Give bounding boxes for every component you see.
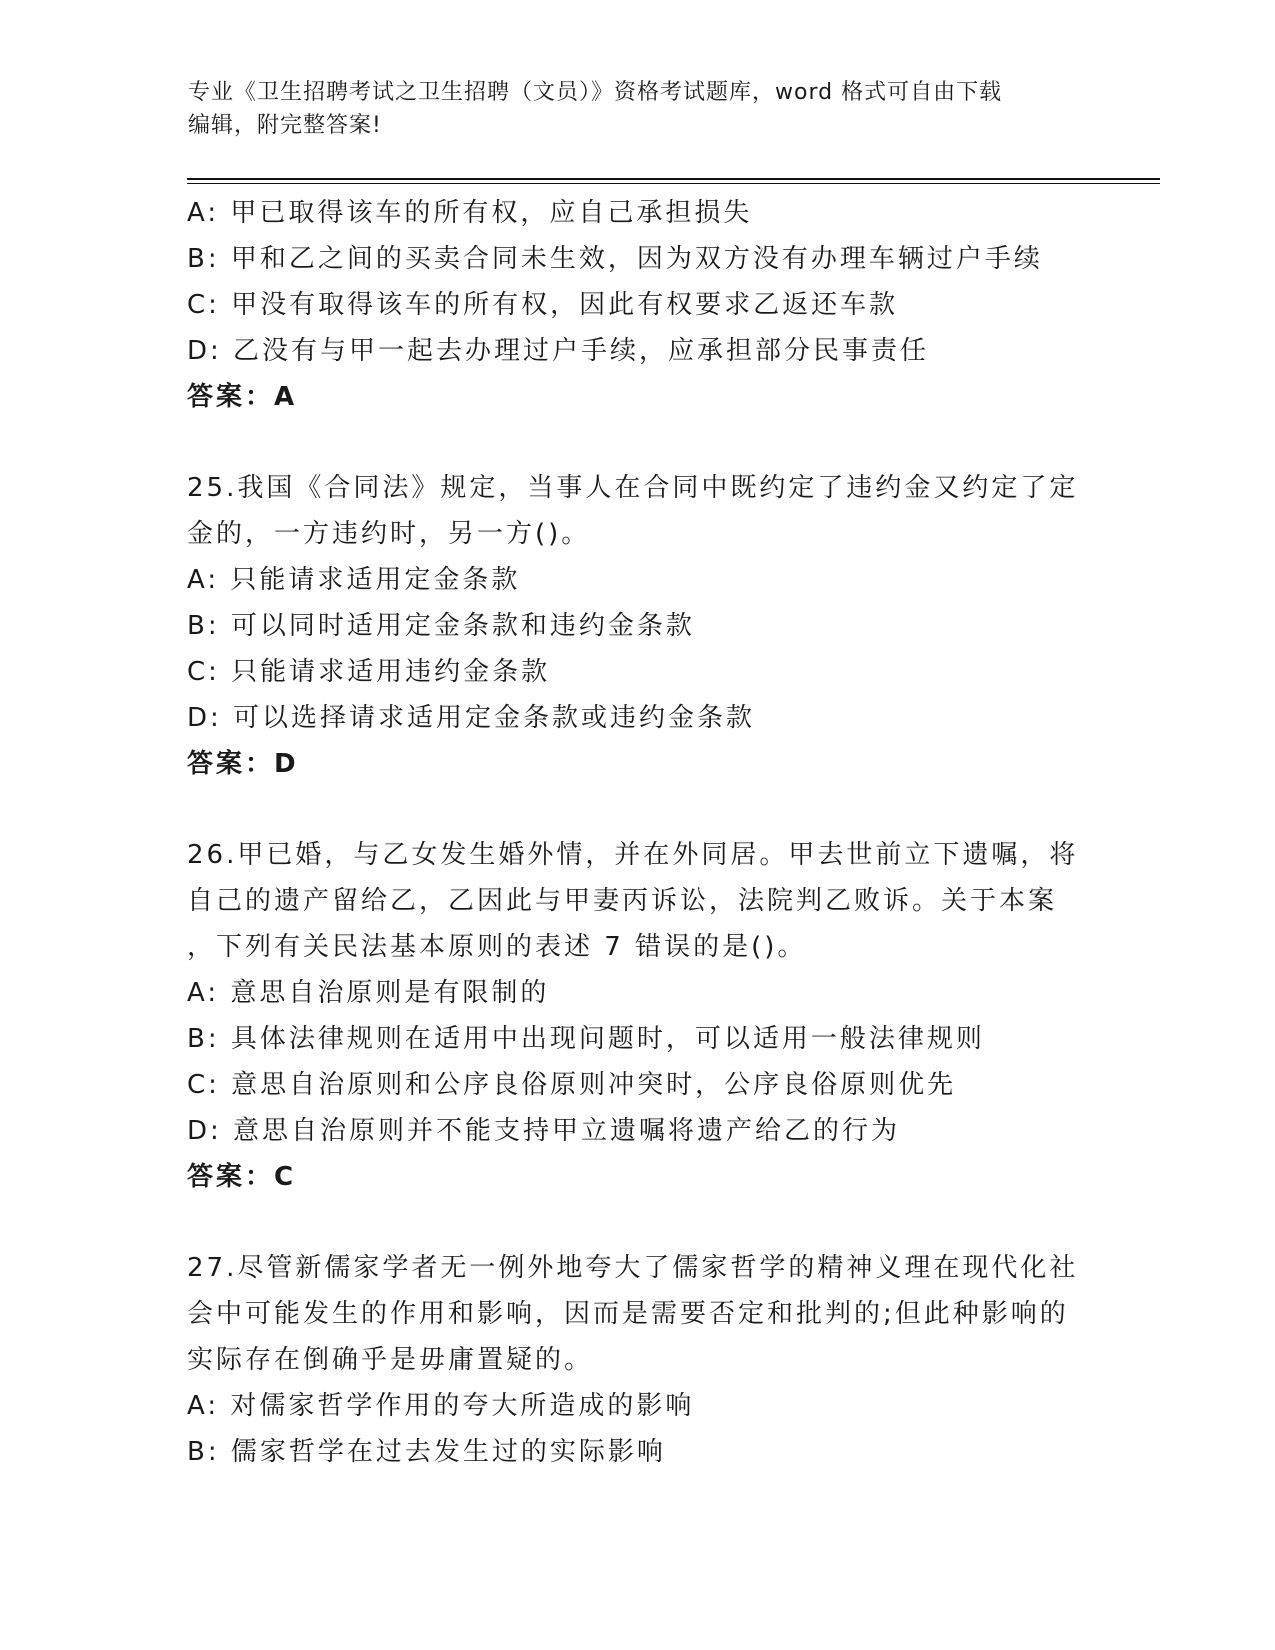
question-stem-line-3: 实际存在倒确乎是毋庸置疑的。 <box>187 1345 594 1375</box>
question-stem-line-3: ，下列有关民法基本原则的表述 7 错误的是()。 <box>187 932 807 962</box>
question-25 <box>187 465 1087 787</box>
question-stem-line-2: 自己的遗产留给乙，乙因此与甲妻丙诉讼，法院判乙败诉。关于本案 <box>187 886 1058 916</box>
option-d: D: 乙没有与甲一起去办理过户手续，应承担部分民事责任 <box>187 336 930 366</box>
question-24 <box>187 190 1087 420</box>
header-title-line-2: 编辑，附完整答案! <box>188 113 382 138</box>
answer: 答案：D <box>187 749 299 779</box>
question-stem-line-1: 26.甲已婚，与乙女发生婚外情，并在外同居。甲去世前立下遗嘱，将 <box>187 840 1079 870</box>
question-stem-line-2: 会中可能发生的作用和影响，因而是需要否定和批判的;但此种影响的 <box>187 1299 1069 1329</box>
page-header <box>188 76 1088 142</box>
question-stem-line-1: 25.我国《合同法》规定，当事人在合同中既约定了违约金又约定了定 <box>187 473 1079 503</box>
question-stem-line-2: 金的，一方违约时，另一方()。 <box>187 519 591 549</box>
question-stem-line-1: 27.尽管新儒家学者无一例外地夸大了儒家哲学的精神义理在现代化社 <box>187 1253 1079 1283</box>
question-27 <box>187 1245 1087 1475</box>
answer: 答案：A <box>187 382 298 412</box>
option-a: A: 只能请求适用定金条款 <box>187 565 521 595</box>
answer: 答案：C <box>187 1162 297 1192</box>
option-d: D: 意思自治原则并不能支持甲立遗嘱将遗产给乙的行为 <box>187 1116 901 1146</box>
header-title-line-1: 专业《卫生招聘考试之卫生招聘（文员）》资格考试题库，word 格式可自由下载 <box>188 80 1003 105</box>
question-list <box>187 190 1087 1475</box>
option-b: B: 具体法律规则在适用中出现问题时，可以适用一般法律规则 <box>187 1024 985 1054</box>
option-c: C: 意思自治原则和公序良俗原则冲突时，公序良俗原则优先 <box>187 1070 957 1100</box>
option-a: A: 意思自治原则是有限制的 <box>187 978 550 1008</box>
option-b: B: 甲和乙之间的买卖合同未生效，因为双方没有办理车辆过户手续 <box>187 244 1043 274</box>
option-d: D: 可以选择请求适用定金条款或违约金条款 <box>187 703 756 733</box>
spacer <box>187 420 1087 465</box>
spacer <box>187 1200 1087 1245</box>
option-b: B: 可以同时适用定金条款和违约金条款 <box>187 611 695 641</box>
option-b: B: 儒家哲学在过去发生过的实际影响 <box>187 1437 666 1467</box>
option-c: C: 甲没有取得该车的所有权，因此有权要求乙返还车款 <box>187 290 899 320</box>
question-26 <box>187 832 1087 1200</box>
option-c: C: 只能请求适用违约金条款 <box>187 657 551 687</box>
spacer <box>187 787 1087 832</box>
header-divider-thick <box>187 178 1160 180</box>
option-a: A: 对儒家哲学作用的夸大所造成的影响 <box>187 1391 695 1421</box>
header-divider-thin <box>187 183 1160 184</box>
option-a: A: 甲已取得该车的所有权，应自己承担损失 <box>187 198 753 228</box>
